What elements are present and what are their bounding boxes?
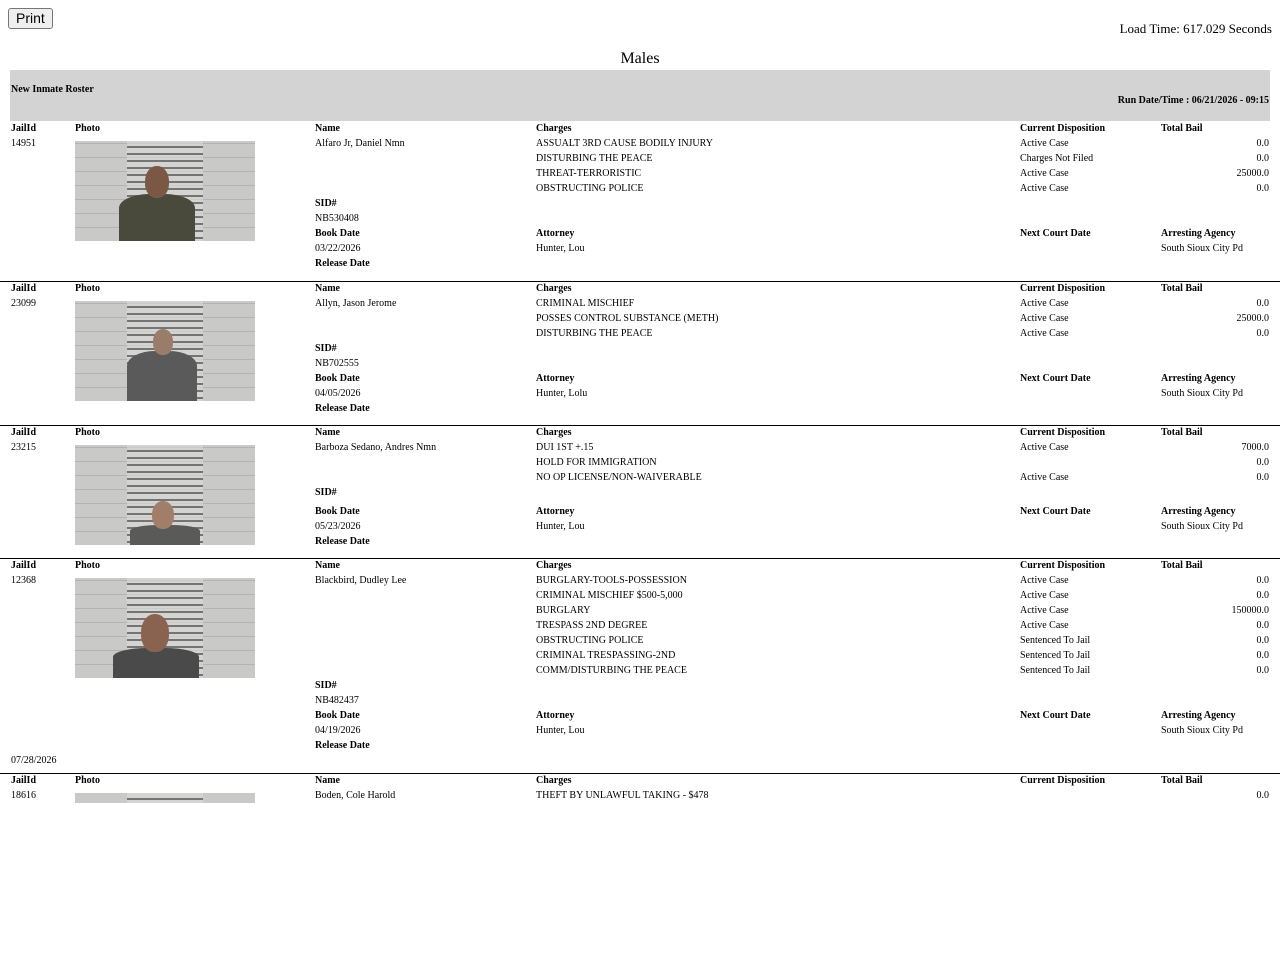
book-date-label: Book Date: [315, 506, 360, 517]
charge-bail: 0.0: [1256, 457, 1269, 468]
charge-disposition: Sentenced To Jail: [1020, 635, 1091, 646]
inmate-name: Boden, Cole Harold: [315, 790, 396, 801]
sid-label: SID#: [315, 680, 337, 691]
bail-header: Total Bail: [1161, 560, 1203, 571]
charge-disposition: Active Case: [1020, 313, 1069, 324]
release-date-label: Release Date: [315, 740, 370, 751]
photo-header: Photo: [75, 775, 100, 786]
charge-disposition: Sentenced To Jail: [1020, 650, 1091, 661]
agency-value: South Sioux City Pd: [1161, 388, 1243, 399]
release-date-label: Release Date: [315, 403, 370, 414]
charges-header: Charges: [536, 775, 572, 786]
charge-bail: 0.0: [1256, 665, 1269, 676]
load-time: Load Time: 617.029 Seconds: [1119, 21, 1272, 36]
inmate-torso: [127, 351, 197, 401]
charge-bail: 25000.0: [1236, 313, 1269, 324]
jailid-header: JailId: [11, 427, 37, 438]
jailid-header: JailId: [11, 123, 37, 134]
charge-text: DISTURBING THE PEACE: [536, 328, 653, 339]
inmate-photo: [75, 141, 255, 241]
charge-disposition: Active Case: [1020, 298, 1069, 309]
charge-bail: 0.0: [1256, 328, 1269, 339]
charge-disposition: Active Case: [1020, 168, 1069, 179]
charge-disposition: Sentenced To Jail: [1020, 665, 1091, 676]
book-date-label: Book Date: [315, 373, 360, 384]
inmate-face: [153, 329, 173, 355]
charges-header: Charges: [536, 123, 572, 134]
charge-disposition: Active Case: [1020, 138, 1069, 149]
charge-bail: 0.0: [1256, 575, 1269, 586]
disposition-header: Current Disposition: [1020, 560, 1106, 571]
charge-bail: 0.0: [1256, 635, 1269, 646]
next-court-label: Next Court Date: [1020, 373, 1091, 384]
photo-header: Photo: [75, 560, 100, 571]
charge-disposition: Active Case: [1020, 605, 1069, 616]
charge-text: DUI 1ST +.15: [536, 442, 594, 453]
charge-text: COMM/DISTURBING THE PEACE: [536, 665, 687, 676]
sid-label: SID#: [315, 343, 337, 354]
inmate-photo: [75, 301, 255, 401]
sid-value: NB702555: [315, 358, 359, 369]
roster-banner: [10, 70, 1270, 121]
attorney-label: Attorney: [536, 373, 575, 384]
agency-label: Arresting Agency: [1161, 506, 1236, 517]
inmate-photo: [75, 578, 255, 678]
inmate-record: [0, 558, 1280, 766]
charge-bail: 0.0: [1256, 153, 1269, 164]
charges-header: Charges: [536, 283, 572, 294]
inmate-name: Blackbird, Dudley Lee: [315, 575, 407, 586]
name-header: Name: [315, 283, 340, 294]
charge-disposition: Active Case: [1020, 575, 1069, 586]
inmate-name: Barboza Sedano, Andres Nmn: [315, 442, 437, 453]
jailid-value: 14951: [11, 138, 36, 149]
charge-text: TRESPASS 2ND DEGREE: [536, 620, 648, 631]
book-date-label: Book Date: [315, 710, 360, 721]
charge-text: DISTURBING THE PEACE: [536, 153, 653, 164]
photo-header: Photo: [75, 123, 100, 134]
next-court-label: Next Court Date: [1020, 710, 1091, 721]
charge-text: THREAT-TERRORISTIC: [536, 168, 642, 179]
next-court-label: Next Court Date: [1020, 228, 1091, 239]
jailid-header: JailId: [11, 560, 37, 571]
release-date-label: Release Date: [315, 258, 370, 269]
charge-text: OBSTRUCTING POLICE: [536, 635, 644, 646]
disposition-header: Current Disposition: [1020, 123, 1106, 134]
charge-text: NO OP LICENSE/NON-WAIVERABLE: [536, 472, 702, 483]
name-header: Name: [315, 427, 340, 438]
agency-value: South Sioux City Pd: [1161, 521, 1243, 532]
name-header: Name: [315, 775, 340, 786]
sid-label: SID#: [315, 487, 337, 498]
photo-header: Photo: [75, 283, 100, 294]
release-date-label: Release Date: [315, 536, 370, 547]
charge-bail: 0.0: [1256, 183, 1269, 194]
inmate-face: [145, 166, 169, 198]
attorney-value: Hunter, Lou: [536, 243, 585, 254]
charge-disposition: Active Case: [1020, 590, 1069, 601]
charge-bail: 0.0: [1256, 620, 1269, 631]
charge-bail: 0.0: [1256, 138, 1269, 149]
name-header: Name: [315, 560, 340, 571]
sid-value: NB530408: [315, 213, 359, 224]
charge-bail: 0.0: [1256, 790, 1269, 801]
agency-label: Arresting Agency: [1161, 373, 1236, 384]
charge-text: BURGLARY-TOOLS-POSSESSION: [536, 575, 687, 586]
bail-header: Total Bail: [1161, 123, 1203, 134]
charge-bail: 0.0: [1256, 650, 1269, 661]
inmate-name: Allyn, Jason Jerome: [315, 298, 397, 309]
charge-bail: 0.0: [1256, 590, 1269, 601]
charge-text: ASSUALT 3RD CAUSE BODILY INJURY: [536, 138, 713, 149]
inmate-name: Alfaro Jr, Daniel Nmn: [315, 138, 405, 149]
name-header: Name: [315, 123, 340, 134]
charge-disposition: Active Case: [1020, 472, 1069, 483]
charge-text: OBSTRUCTING POLICE: [536, 183, 644, 194]
jailid-value: 12368: [11, 575, 36, 586]
inmate-record: [0, 773, 1280, 974]
charge-disposition: Active Case: [1020, 183, 1069, 194]
release-date-value: 07/28/2026: [11, 755, 57, 766]
charge-bail: 0.0: [1256, 472, 1269, 483]
agency-label: Arresting Agency: [1161, 710, 1236, 721]
charge-text: CRIMINAL MISCHIEF $500-5,000: [536, 590, 683, 601]
section-title: Males: [620, 50, 660, 67]
book-date-value: 05/23/2026: [315, 521, 361, 532]
jailid-value: 23215: [11, 442, 36, 453]
attorney-label: Attorney: [536, 228, 575, 239]
attorney-value: Hunter, Lolu: [536, 388, 588, 399]
charge-text: POSSES CONTROL SUBSTANCE (METH): [536, 313, 719, 324]
book-date-value: 04/19/2026: [315, 725, 361, 736]
charge-bail: 25000.0: [1236, 168, 1269, 179]
attorney-label: Attorney: [536, 506, 575, 517]
charges-header: Charges: [536, 560, 572, 571]
inmate-face: [152, 501, 174, 529]
disposition-header: Current Disposition: [1020, 283, 1106, 294]
inmate-photo: [75, 793, 255, 803]
charges-header: Charges: [536, 427, 572, 438]
sid-label: SID#: [315, 198, 337, 209]
sid-value: NB482437: [315, 695, 359, 706]
charge-bail: 7000.0: [1241, 442, 1269, 453]
charge-text: HOLD FOR IMMIGRATION: [536, 457, 657, 468]
jailid-header: JailId: [11, 283, 37, 294]
charge-bail: 150000.0: [1231, 605, 1269, 616]
jailid-value: 23099: [11, 298, 36, 309]
agency-value: South Sioux City Pd: [1161, 725, 1243, 736]
book-date-label: Book Date: [315, 228, 360, 239]
jailid-header: JailId: [11, 775, 37, 786]
charge-bail: 0.0: [1256, 298, 1269, 309]
bail-header: Total Bail: [1161, 283, 1203, 294]
attorney-value: Hunter, Lou: [536, 521, 585, 532]
charge-disposition: Charges Not Filed: [1020, 153, 1094, 164]
bail-header: Total Bail: [1161, 775, 1203, 786]
inmate-face: [141, 614, 169, 652]
charge-disposition: Active Case: [1020, 620, 1069, 631]
charge-text: CRIMINAL MISCHIEF: [536, 298, 635, 309]
height-chart: [127, 793, 203, 803]
charge-text: THEFT BY UNLAWFUL TAKING - $478: [536, 790, 709, 801]
next-court-label: Next Court Date: [1020, 506, 1091, 517]
agency-label: Arresting Agency: [1161, 228, 1236, 239]
charge-disposition: Active Case: [1020, 442, 1069, 453]
charge-text: BURGLARY: [536, 605, 591, 616]
book-date-value: 04/05/2026: [315, 388, 361, 399]
inmate-torso: [113, 648, 199, 678]
attorney-value: Hunter, Lou: [536, 725, 585, 736]
inmate-photo: [75, 445, 255, 545]
bail-header: Total Bail: [1161, 427, 1203, 438]
charge-disposition: Active Case: [1020, 328, 1069, 339]
disposition-header: Current Disposition: [1020, 427, 1106, 438]
run-date: Run Date/Time : 06/21/2026 - 09:15: [1117, 95, 1269, 106]
disposition-header: Current Disposition: [1020, 775, 1106, 786]
inmate-torso: [119, 194, 195, 241]
agency-value: South Sioux City Pd: [1161, 243, 1243, 254]
attorney-label: Attorney: [536, 710, 575, 721]
book-date-value: 03/22/2026: [315, 243, 361, 254]
roster-title: New Inmate Roster: [11, 84, 94, 95]
charge-text: CRIMINAL TRESPASSING-2ND: [536, 650, 676, 661]
print-button[interactable]: Print: [8, 8, 53, 29]
photo-header: Photo: [75, 427, 100, 438]
jailid-value: 18616: [11, 790, 36, 801]
